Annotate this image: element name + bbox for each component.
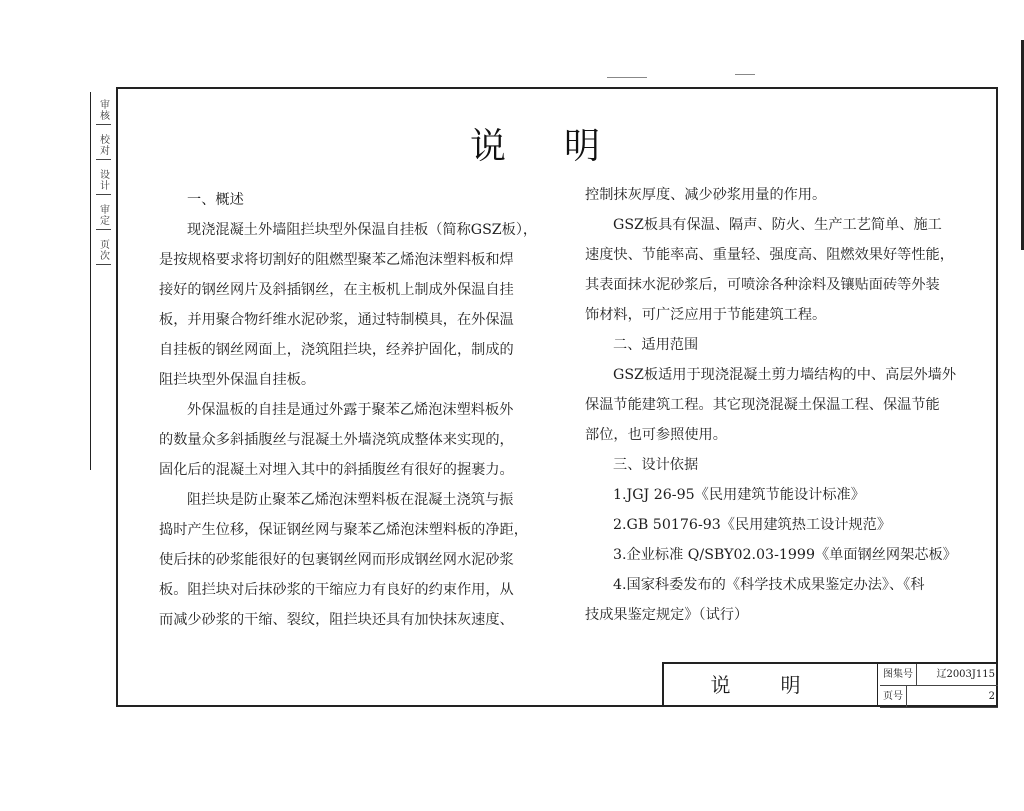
margin-label: 审定 [96, 201, 111, 230]
scan-dash [607, 77, 647, 78]
margin-label: 设计 [96, 166, 111, 195]
text-line: 三、设计依据 [613, 457, 699, 473]
text-line: 饰材料，可广泛应用于节能建筑工程。 [585, 307, 827, 323]
section-heading [585, 330, 965, 360]
text-line: 控制抹灰厚度、减少砂浆用量的作用。 [585, 187, 827, 203]
paragraph [159, 395, 559, 485]
paragraph [585, 210, 965, 330]
page-number-label: 页号 [880, 686, 907, 707]
text-line: 外保温板的自挂是通过外露于聚苯乙烯泡沫塑料板外 [187, 402, 514, 418]
text-line: 板，并用聚合物纤维水泥砂浆，通过特制模具，在外保温 [159, 312, 514, 328]
paragraph [585, 360, 965, 450]
text-line: 接好的钢丝网片及斜插钢丝，在主板机上制成外保温自挂 [159, 282, 514, 298]
paragraph [585, 180, 965, 210]
page-number-row [880, 686, 998, 708]
paragraph [159, 485, 559, 635]
margin-label: 页次 [96, 236, 111, 265]
text-line: 的数量众多斜插腹丝与混凝土外墙浇筑成整体来实现的， [159, 432, 514, 448]
margin-label: 校对 [96, 131, 111, 160]
page-number-value: 2 [988, 691, 995, 702]
reference-item [585, 570, 965, 630]
text-line: 捣时产生位移，保证钢丝网与聚苯乙烯泡沫塑料板的净距， [159, 522, 528, 538]
text-line: 使后抹的砂浆能很好的包裹钢丝网而形成钢丝网水泥砂浆 [159, 552, 514, 568]
left-text-column [159, 185, 559, 635]
atlas-number-row [880, 664, 998, 686]
title-block [662, 662, 998, 707]
text-line: GSZ板具有保温、隔声、防火、生产工艺简单、施工 [613, 217, 942, 233]
binding-margin-line [90, 92, 91, 470]
text-line: 2.GB 50176-93《民用建筑热工设计规范》 [613, 517, 892, 533]
page-title: 说明 [470, 126, 659, 167]
title-block-name: 说明 [664, 664, 878, 707]
text-line: 自挂板的钢丝网面上，浇筑阻拦块，经养护固化，制成的 [159, 342, 514, 358]
text-line: 速度快、节能率高、重量轻、强度高、阻燃效果好等性能， [585, 247, 954, 263]
atlas-number-label: 图集号 [880, 664, 917, 685]
text-line: 板。阻拦块对后抹砂浆的干缩应力有良好的约束作用，从 [159, 582, 514, 598]
text-line: 固化后的混凝土对埋入其中的斜插腹丝有很好的握裹力。 [159, 462, 514, 478]
paragraph [159, 215, 559, 395]
text-line: 而减少砂浆的干缩、裂纹，阻拦块还具有加快抹灰速度、 [159, 612, 514, 628]
text-line: 阻拦块型外保温自挂板。 [159, 372, 316, 388]
text-line: 1.JGJ 26-95《民用建筑节能设计标准》 [613, 487, 865, 503]
reference-item [585, 510, 965, 540]
text-line: 阻拦块是防止聚苯乙烯泡沫塑料板在混凝土浇筑与振 [187, 492, 514, 508]
text-line: 部位，也可参照使用。 [585, 427, 727, 443]
reference-item [585, 480, 965, 510]
text-line: 一、概述 [187, 192, 244, 208]
margin-label: 审核 [96, 96, 111, 125]
text-line: 保温节能建筑工程。其它现浇混凝土保温工程、保温节能 [585, 397, 940, 413]
section-heading [585, 450, 965, 480]
section-heading [159, 185, 559, 215]
scan-dash [735, 74, 755, 75]
right-text-column [585, 180, 965, 630]
text-line: 二、适用范围 [613, 337, 699, 353]
text-line: 现浇混凝土外墙阻拦块型外保温自挂板（简称GSZ板）， [187, 222, 538, 238]
text-line: 3.企业标准 Q/SBY02.03-1999《单面钢丝网架芯板》 [613, 547, 957, 563]
text-line: 技成果鉴定规定》（试行） [585, 607, 749, 623]
atlas-number-value: 辽2003J115 [936, 669, 995, 680]
text-line: 4.国家科委发布的《科学技术成果鉴定办法》、《科 [613, 577, 925, 593]
text-line: 是按规格要求将切割好的阻燃型聚苯乙烯泡沫塑料板和焊 [159, 252, 514, 268]
reference-item [585, 540, 965, 570]
text-line: 其表面抹水泥砂浆后，可喷涂各种涂料及镶贴面砖等外装 [585, 277, 940, 293]
margin-label-column [92, 96, 114, 271]
text-line: GSZ板适用于现浇混凝土剪力墙结构的中、高层外墙外 [613, 367, 957, 383]
title-block-meta [880, 664, 998, 707]
